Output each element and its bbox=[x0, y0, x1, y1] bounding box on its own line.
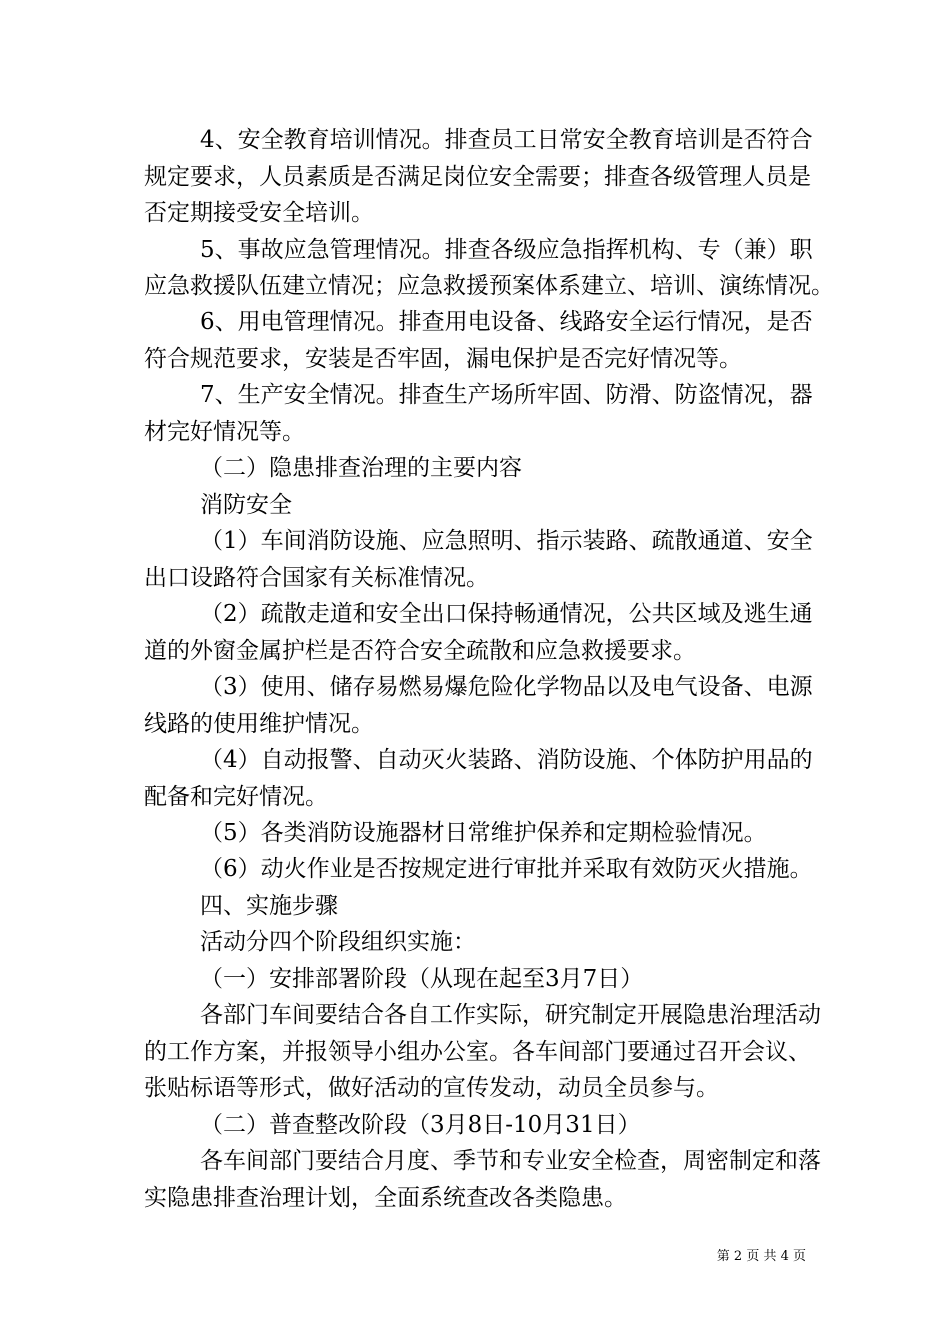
section-heading: 四、实施步骤 bbox=[200, 893, 338, 919]
text-line: 6、用电管理情况。排查用电设备、线路安全运行情况，是否 bbox=[200, 309, 813, 335]
text-line: 实隐患排查治理计划，全面系统查改各类隐患。 bbox=[144, 1185, 627, 1211]
text-line: 道的外窗金属护栏是否符合安全疏散和应急救援要求。 bbox=[144, 638, 696, 664]
subsection-heading: （一）安排部署阶段（从现在起至3月7日） bbox=[200, 966, 644, 992]
text-line: （1）车间消防设施、应急照明、指示装路、疏散通道、安全 bbox=[200, 528, 813, 554]
text-line: 张贴标语等形式，做好活动的宣传发动，动员全员参与。 bbox=[144, 1075, 719, 1101]
text-line: （3）使用、储存易燃易爆危险化学物品以及电气设备、电源 bbox=[200, 674, 813, 700]
text-line: （2）疏散走道和安全出口保持畅通情况，公共区域及逃生通 bbox=[200, 601, 813, 627]
text-line: 规定要求，人员素质是否满足岗位安全需要；排查各级管理人员是 bbox=[144, 164, 811, 190]
text-line: 出口设路符合国家有关标准情况。 bbox=[144, 565, 489, 591]
page-footer: 第 2 页 共 4 页 bbox=[716, 1249, 806, 1264]
text-line: （5）各类消防设施器材日常维护保养和定期检验情况。 bbox=[200, 820, 767, 846]
text-line: 应急救援队伍建立情况；应急救援预案体系建立、培训、演练情况。 bbox=[144, 273, 834, 299]
text-line: 5、事故应急管理情况。排查各级应急指挥机构、专（兼）职 bbox=[200, 237, 813, 263]
text-line: 材完好情况等。 bbox=[144, 419, 305, 445]
text-line: 各车间部门要结合月度、季节和专业安全检查，周密制定和落 bbox=[200, 1148, 821, 1174]
text-line: 各部门车间要结合各自工作实际，研究制定开展隐患治理活动 bbox=[200, 1002, 821, 1028]
text-line: 的工作方案，并报领导小组办公室。各车间部门要通过召开会议、 bbox=[144, 1039, 811, 1065]
text-line: 符合规范要求，安装是否牢固，漏电保护是否完好情况等。 bbox=[144, 346, 742, 372]
section-heading: （二）隐患排查治理的主要内容 bbox=[200, 455, 522, 481]
text-line: 配备和完好情况。 bbox=[144, 784, 328, 810]
text-line: 否定期接受安全培训。 bbox=[144, 200, 374, 226]
text-line: （6）动火作业是否按规定进行审批并采取有效防灭火措施。 bbox=[200, 856, 813, 882]
text-line: 7、生产安全情况。排查生产场所牢固、防滑、防盗情况，器 bbox=[200, 382, 813, 408]
subsection-heading: （二）普查整改阶段（3月8日-10月31日） bbox=[200, 1112, 641, 1138]
text-line: （4）自动报警、自动灭火装路、消防设施、个体防护用品的 bbox=[200, 747, 813, 773]
text-line: 4、安全教育培训情况。排查员工日常安全教育培训是否符合 bbox=[200, 127, 813, 153]
subsection-heading: 消防安全 bbox=[200, 492, 292, 518]
text-line: 活动分四个阶段组织实施： bbox=[200, 929, 476, 955]
text-line: 线路的使用维护情况。 bbox=[144, 711, 374, 737]
